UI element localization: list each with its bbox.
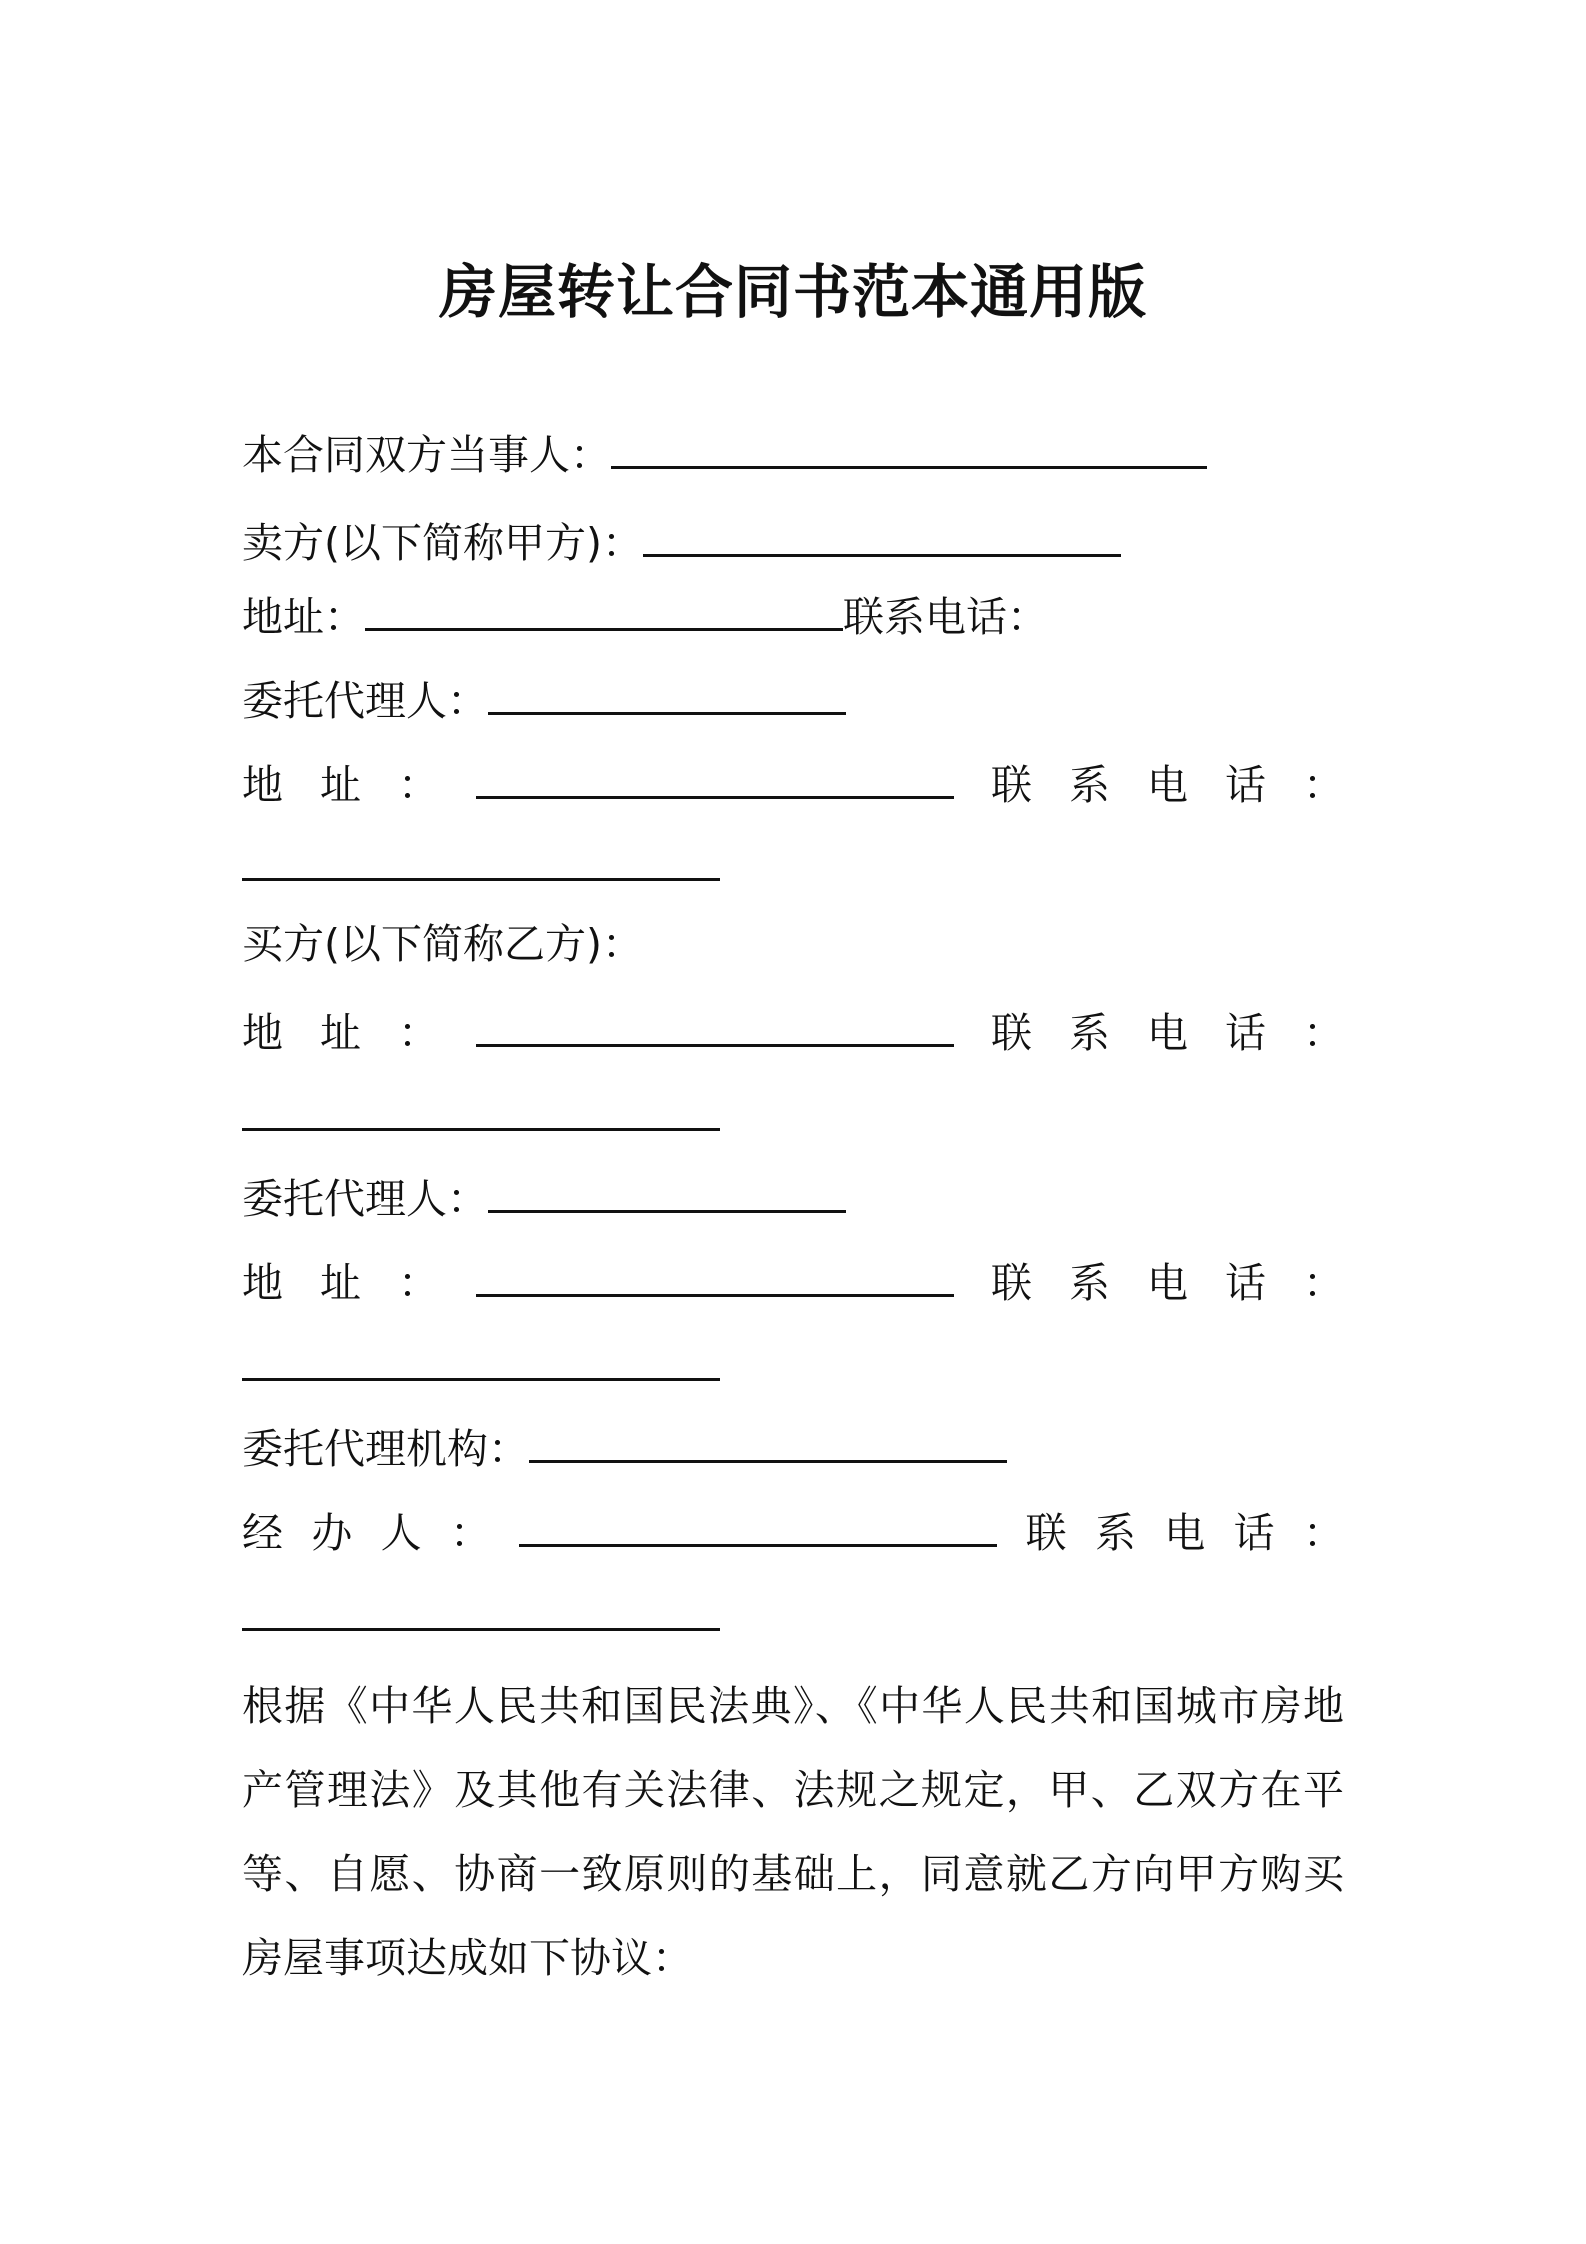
spaced-phone-char: 联 <box>991 1009 1032 1057</box>
parties-blank[interactable] <box>611 422 1207 469</box>
spaced-address-char: ： <box>398 1009 439 1057</box>
phone-label: 联系电话： <box>843 593 1048 641</box>
buyer-line <box>242 916 643 972</box>
buyer-label: 买方(以下简称乙方)： <box>242 920 643 968</box>
handler-line <box>242 1500 1344 1561</box>
spaced-phone-char: 系 <box>1069 761 1110 809</box>
spaced-phone-char: ： <box>1302 1509 1344 1557</box>
buyer-agent-address-line <box>242 1250 1344 1311</box>
spaced-address-char: 地 <box>242 1009 283 1057</box>
spaced-phone-char: 联 <box>991 1259 1032 1307</box>
seller-blank[interactable] <box>643 510 1121 557</box>
seller-agent-phone-line <box>242 834 720 895</box>
buyer-agent-address-blank[interactable] <box>476 1250 954 1297</box>
spaced-phone-char: 系 <box>1094 1509 1136 1557</box>
spaced-phone-char: 电 <box>1164 1509 1206 1557</box>
agent-label: 委托代理人： <box>242 1175 488 1223</box>
spaced-address-char: 址 <box>320 1009 361 1057</box>
seller-agent-address-line <box>242 752 1344 813</box>
buyer-agent-line <box>242 1166 846 1227</box>
seller-agent-blank[interactable] <box>488 668 846 715</box>
spaced-address-char: 址 <box>320 761 361 809</box>
spaced-phone-char: 系 <box>1069 1009 1110 1057</box>
buyer-address-line <box>242 1000 1344 1061</box>
handler-phone-blank[interactable] <box>242 1584 720 1631</box>
spaced-phone-char: ： <box>1303 1009 1344 1057</box>
agent-label: 委托代理人： <box>242 677 488 725</box>
handler-phone-line <box>242 1584 720 1645</box>
address-label: 地址： <box>242 593 365 641</box>
handler-char: 人 <box>380 1509 422 1557</box>
spaced-phone-char: 系 <box>1069 1259 1110 1307</box>
spaced-phone-char: 联 <box>991 761 1032 809</box>
spaced-phone-char: 话 <box>1225 1009 1266 1057</box>
handler-char: 经 <box>242 1509 283 1557</box>
seller-agent-address-blank[interactable] <box>476 752 954 799</box>
spaced-phone-char: 电 <box>1147 1259 1188 1307</box>
handler-char: 办 <box>311 1509 353 1557</box>
document-title: 房屋转让合同书范本通用版 <box>438 258 1147 326</box>
spaced-phone-char: 电 <box>1147 1009 1188 1057</box>
seller-line <box>242 510 1121 571</box>
spaced-phone-char: 话 <box>1225 761 1266 809</box>
buyer-agent-phone-line <box>242 1334 720 1395</box>
buyer-phone-blank[interactable] <box>242 1084 720 1131</box>
agency-label: 委托代理机构： <box>242 1425 529 1473</box>
seller-agent-line <box>242 668 846 729</box>
buyer-address-blank[interactable] <box>476 1000 954 1047</box>
handler-blank[interactable] <box>519 1500 997 1547</box>
seller-agent-phone-blank[interactable] <box>242 834 720 881</box>
spaced-phone-char: 话 <box>1225 1259 1266 1307</box>
spaced-address-char: 地 <box>242 761 283 809</box>
spaced-address-char: 地 <box>242 1259 283 1307</box>
parties-label: 本合同双方当事人： <box>242 431 611 479</box>
buyer-phone-line <box>242 1084 720 1145</box>
spaced-address-char: ： <box>398 1259 439 1307</box>
spaced-address-char: ： <box>398 761 439 809</box>
spaced-phone-char: 电 <box>1147 761 1188 809</box>
spaced-phone-char: 话 <box>1233 1509 1275 1557</box>
spaced-phone-char: 联 <box>1025 1509 1067 1557</box>
seller-label: 卖方(以下简称甲方)： <box>242 519 643 567</box>
buyer-agent-phone-blank[interactable] <box>242 1334 720 1381</box>
spaced-phone-char: ： <box>1303 1259 1344 1307</box>
preamble-paragraph: 根据《中华人民共和国民法典》、《中华人民共和国城市房地产管理法》及其他有关法律、法规之规定，甲、乙双方在平等、自愿、协商一致原则的基础上，同意就乙方向甲方购买房屋事项达成如下协议： <box>242 1682 1344 1982</box>
seller-address-blank[interactable] <box>365 584 843 631</box>
buyer-agent-blank[interactable] <box>488 1166 846 1213</box>
handler-char: ： <box>449 1509 491 1557</box>
spaced-address-char: 址 <box>320 1259 361 1307</box>
parties-line <box>242 422 1207 483</box>
spaced-phone-char: ： <box>1303 761 1344 809</box>
agency-blank[interactable] <box>529 1416 1007 1463</box>
seller-address-line <box>242 584 1048 645</box>
agency-line <box>242 1416 1007 1477</box>
